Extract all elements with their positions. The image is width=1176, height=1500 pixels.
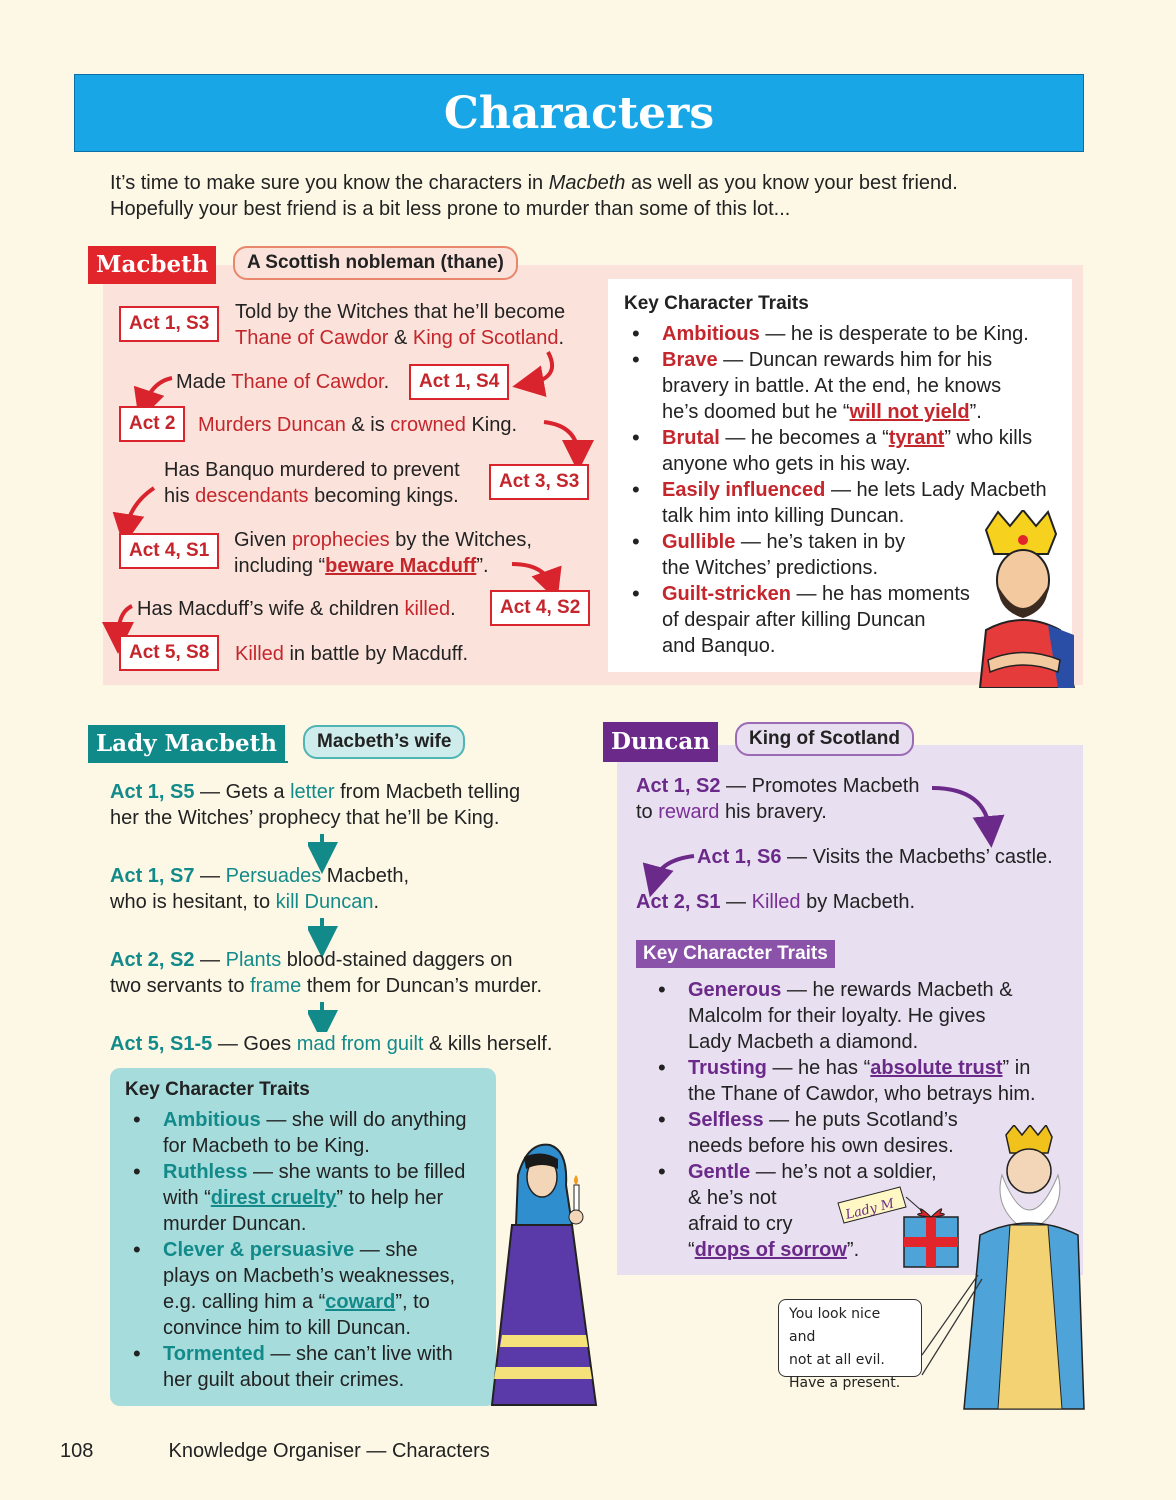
arrow-6 [118, 606, 132, 638]
trait-text: ”. [846, 1239, 860, 1261]
trait-key: Trusting [688, 1057, 767, 1079]
trait-text: with “ [163, 1187, 211, 1209]
trait-key: Easily influenced [662, 479, 826, 501]
event-text: — [194, 949, 226, 971]
trait-text: Malcolm for their loyalty. He gives [688, 1005, 986, 1027]
event-text: becoming kings. [308, 485, 459, 507]
traits-heading: Key Character Traits [125, 1079, 310, 1100]
event-text: — Gets a [194, 781, 291, 803]
event-highlight: Plants [225, 949, 282, 971]
lady-name-tag: Lady Macbeth [88, 725, 285, 763]
trait-text: — he’s taken in by [735, 531, 906, 553]
lady-event-4 [110, 1031, 600, 1057]
trait-text: ” to help her [336, 1187, 444, 1209]
event-highlight: kill Duncan [275, 891, 374, 913]
duncan-role-pill: King of Scotland [735, 722, 914, 756]
trait-quote: coward [325, 1291, 396, 1313]
event-text: Macbeth, [321, 865, 410, 887]
trait-text: murder Duncan. [163, 1213, 307, 1235]
event-quote: beware Macduff [325, 555, 477, 577]
speech-line: You look nice and [789, 1306, 881, 1345]
duncan-event-1 [636, 773, 1076, 825]
intro-line1: It’s time to make sure you know the characters in [110, 172, 549, 194]
trait-text: & he’s not [688, 1187, 777, 1209]
trait-item [125, 1159, 495, 1237]
trait-item [125, 1237, 495, 1341]
intro-play-title: Macbeth [548, 172, 626, 194]
trait-quote: tyrant [888, 427, 945, 449]
macbeth-event-4 [164, 457, 460, 509]
trait-item [650, 977, 1080, 1055]
trait-text: — she can’t live with [264, 1343, 453, 1365]
footer-title: Knowledge Organiser — Characters [168, 1440, 490, 1462]
arrow-1 [528, 352, 552, 384]
trait-text: — she [354, 1239, 418, 1261]
event-text: . [373, 891, 380, 913]
event-text: Has Macduff’s wife & children [137, 598, 405, 620]
trait-text: — he’s not a soldier, [750, 1161, 937, 1183]
page-number: 108 [60, 1440, 94, 1462]
event-highlight: Thane of Cawdor [235, 327, 389, 349]
event-act: Act 1, S2 [636, 775, 721, 797]
event-text: ”. [476, 555, 489, 577]
trait-text: — he becomes a “ [719, 427, 889, 449]
event-text: his bravery. [719, 801, 827, 823]
event-highlight: frame [250, 975, 302, 997]
trait-text: — he rewards Macbeth & [781, 979, 1013, 1001]
arrow-2 [144, 378, 172, 406]
event-act: Act 1, S5 [110, 781, 195, 803]
event-text: including “ [234, 555, 326, 577]
trait-quote: absolute trust [870, 1057, 1003, 1079]
traits-heading: Key Character Traits [624, 293, 809, 314]
macbeth-act-box: Act 4, S1 [119, 533, 219, 569]
event-text: — Promotes Macbeth [720, 775, 920, 797]
event-text: . [450, 598, 456, 620]
event-highlight: crowned [390, 414, 466, 436]
trait-text: of despair after killing Duncan [662, 609, 926, 631]
page-title: Characters [443, 87, 715, 139]
event-text: King. [465, 414, 518, 436]
trait-text: — Duncan rewards him for his [717, 349, 993, 371]
macbeth-event-2 [176, 369, 389, 395]
event-text: her the Witches’ prophecy that he’ll be King. [110, 807, 500, 829]
event-text: — Goes [212, 1033, 297, 1055]
duncan-traits-heading: Key Character Traits [636, 940, 835, 968]
trait-text: ” who kills [944, 427, 1033, 449]
event-text: — [194, 865, 226, 887]
arrow-4 [126, 488, 154, 530]
event-text: from Macbeth telling [334, 781, 521, 803]
trait-key: Ambitious [163, 1109, 261, 1131]
lady-traits [125, 1079, 495, 1393]
trait-key: Generous [688, 979, 782, 1001]
event-text: Given [234, 529, 292, 551]
duncan-name-tag: Duncan [603, 722, 718, 762]
intro-line1-end: as well as you know your best friend. [625, 172, 958, 194]
event-text: who is hesitant, to [110, 891, 276, 913]
speech-line: Have a present. [789, 1375, 901, 1391]
event-act: Act 1, S6 [697, 846, 782, 868]
trait-key: Guilt-stricken [662, 583, 791, 605]
event-text: & kills herself. [423, 1033, 553, 1055]
trait-item [125, 1341, 495, 1393]
event-act: Act 5, S1-5 [110, 1033, 213, 1055]
event-highlight: Murders Duncan [198, 414, 346, 436]
title-banner [74, 74, 1084, 152]
event-act: Act 2, S2 [110, 949, 195, 971]
event-highlight: Persuades [225, 865, 322, 887]
event-text: in battle by Macduff. [283, 643, 469, 665]
macbeth-role-pill: A Scottish nobleman (thane) [233, 246, 518, 280]
lady-macbeth-illustration [488, 1135, 600, 1410]
macbeth-event-5 [234, 527, 532, 579]
trait-text: anyone who gets in his way. [662, 453, 911, 475]
event-text: his [164, 485, 196, 507]
duncan-event-3 [636, 889, 1076, 915]
trait-item [624, 347, 1064, 425]
event-act: Act 1, S7 [110, 865, 195, 887]
lady-event-1 [110, 779, 600, 831]
trait-text: — he is desperate to be King. [759, 323, 1029, 345]
event-text: . [383, 371, 390, 393]
trait-text: — he lets Lady Macbeth [825, 479, 1047, 501]
trait-text: “ [688, 1239, 695, 1261]
trait-text: — he puts Scotland’s [763, 1109, 958, 1131]
macbeth-event-1 [235, 299, 565, 351]
trait-item [650, 1055, 1080, 1107]
trait-text: — she will do anything [260, 1109, 467, 1131]
event-text: Has Banquo murdered to prevent [164, 459, 460, 481]
trait-key: Gullible [662, 531, 736, 553]
event-text: — [720, 891, 752, 913]
event-text: blood-stained daggers on [281, 949, 513, 971]
trait-text: the Thane of Cawdor, who betrays him. [688, 1083, 1036, 1105]
intro-text [110, 170, 1070, 222]
macbeth-illustration [968, 510, 1078, 688]
event-act: Act 2, S1 [636, 891, 721, 913]
event-highlight: mad from guilt [296, 1033, 424, 1055]
trait-text: ”, to [395, 1291, 430, 1313]
macbeth-act-box: Act 1, S3 [119, 306, 219, 342]
lady-event-2 [110, 863, 600, 915]
trait-text: the Witches’ predictions. [662, 557, 879, 579]
lady-arrows [308, 832, 338, 1032]
trait-text: convince him to kill Duncan. [163, 1317, 411, 1339]
event-text: two servants to [110, 975, 251, 997]
macbeth-event-6 [137, 596, 456, 622]
trait-item [624, 425, 1064, 477]
event-text: & is [345, 414, 391, 436]
lady-underline [88, 761, 288, 763]
trait-text: Lady Macbeth a diamond. [688, 1031, 919, 1053]
speech-line: not at all evil. [789, 1352, 885, 1368]
trait-text: for Macbeth to be King. [163, 1135, 370, 1157]
trait-text: — he has moments [790, 583, 970, 605]
trait-text: her guilt about their crimes. [163, 1369, 405, 1391]
speech-bubble [778, 1299, 922, 1391]
trait-text: plays on Macbeth’s weaknesses, [163, 1265, 456, 1287]
trait-quote: will not yield [849, 401, 970, 423]
gift-tag-text: Lady M [844, 1196, 896, 1223]
macbeth-act-box: Act 2 [119, 406, 185, 442]
event-text: . [558, 327, 565, 349]
event-highlight: Killed [751, 891, 801, 913]
trait-text: talk him into killing Duncan. [662, 505, 905, 527]
trait-text: — she wants to be filled [247, 1161, 466, 1183]
trait-text: needs before his own desires. [688, 1135, 954, 1157]
intro-line2: Hopefully your best friend is a bit less prone to murder than some of this lot... [110, 198, 791, 220]
event-text: by Macbeth. [800, 891, 916, 913]
macbeth-event-3 [198, 412, 517, 438]
event-text: Told by the Witches that he’ll become [235, 301, 566, 323]
event-highlight: reward [658, 801, 720, 823]
event-highlight: King of Scotland [412, 327, 559, 349]
trait-key: Selfless [688, 1109, 764, 1131]
lady-event-3 [110, 947, 600, 999]
trait-text: ”. [969, 401, 982, 423]
trait-text: he’s doomed but he “ [662, 401, 850, 423]
trait-text: e.g. calling him a “ [163, 1291, 326, 1313]
trait-text: — he has “ [766, 1057, 871, 1079]
event-highlight: killed [404, 598, 451, 620]
trait-key: Ambitious [662, 323, 760, 345]
event-highlight: prophecies [291, 529, 390, 551]
macbeth-name-tag: Macbeth [88, 246, 216, 284]
trait-text: bravery in battle. At the end, he knows [662, 375, 1002, 397]
trait-item [624, 321, 1064, 347]
trait-quote: direst cruelty [210, 1187, 337, 1209]
trait-key: Brave [662, 349, 718, 371]
event-highlight: descendants [195, 485, 309, 507]
lady-role-pill: Macbeth’s wife [303, 725, 465, 759]
trait-quote: drops of sorrow [694, 1239, 847, 1261]
trait-text: afraid to cry [688, 1213, 793, 1235]
trait-key: Tormented [163, 1343, 265, 1365]
macbeth-event-7 [235, 641, 468, 667]
duncan-event-2 [697, 844, 1077, 870]
macbeth-act-box: Act 5, S8 [119, 635, 219, 671]
trait-key: Ruthless [163, 1161, 248, 1183]
event-text: Made [176, 371, 232, 393]
event-text: by the Witches, [389, 529, 532, 551]
macbeth-act-box: Act 4, S2 [490, 590, 590, 626]
event-text: them for Duncan’s murder. [301, 975, 543, 997]
trait-text: ” in [1002, 1057, 1031, 1079]
trait-key: Clever & persuasive [163, 1239, 355, 1261]
trait-key: Brutal [662, 427, 720, 449]
macbeth-act-box: Act 3, S3 [489, 464, 589, 500]
arrow-3 [544, 422, 578, 456]
event-text: to [636, 801, 659, 823]
event-highlight: Killed [235, 643, 284, 665]
event-text: & [388, 327, 413, 349]
event-text: — Visits the Macbeths’ castle. [781, 846, 1053, 868]
trait-item [125, 1107, 495, 1159]
trait-text: and Banquo. [662, 635, 776, 657]
footer [60, 1440, 490, 1463]
event-highlight: letter [290, 781, 335, 803]
macbeth-act-box: Act 1, S4 [409, 364, 509, 400]
trait-key: Gentle [688, 1161, 751, 1183]
event-highlight: Thane of Cawdor [231, 371, 384, 393]
